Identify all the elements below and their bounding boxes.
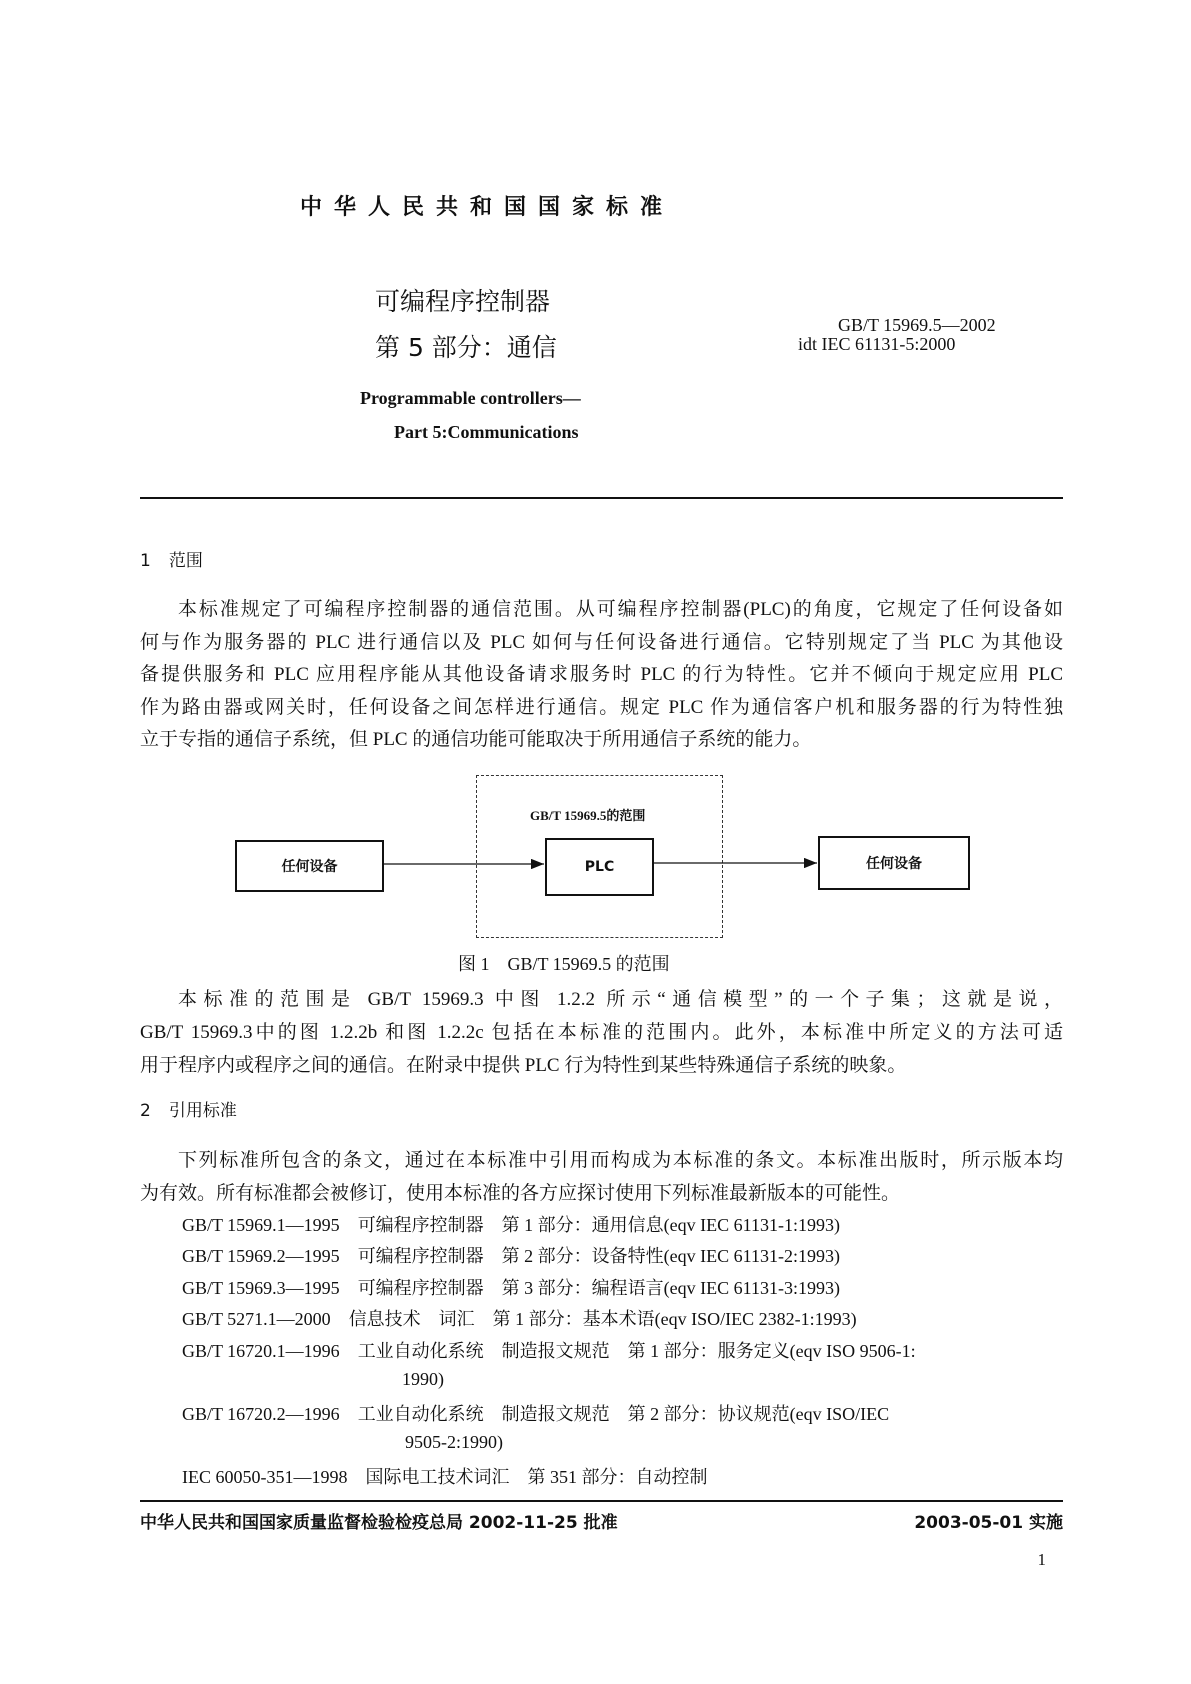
paragraph-line: 作为路由器或网关时，任何设备之间怎样进行通信。规定 PLC 作为通信客户机和服务器的行为特性独 — [140, 697, 1063, 718]
title-en-line2: Part 5:Communications — [394, 422, 579, 442]
ref-code: GB/T 16720.1—1996 — [182, 1341, 340, 1361]
section-title: 引用标准 — [168, 1101, 237, 1121]
paragraph-line: 何与作为服务器的 PLC 进行通信以及 PLC 如何与任何设备进行通信。它特别规定了当 PLC 为其他设 — [140, 632, 1063, 653]
ref-code: GB/T 15969.1—1995 — [182, 1215, 340, 1235]
ref-title: 信息技术 词汇 第 1 部分：基本术语(eqv ISO/IEC 2382-1:1993) — [348, 1309, 857, 1329]
paragraph-line: 为有效。所有标准都会被修订，使用本标准的各方应探讨使用下列标准最新版本的可能性。 — [140, 1183, 901, 1204]
scope-label: GB/T 15969.5的范围 — [530, 808, 646, 823]
paragraph-line: 备提供服务和 PLC 应用程序能从其他设备请求服务时 PLC 的行为特性。它并不倾向于规定应用 PLC — [140, 664, 1063, 685]
reference-item — [182, 1400, 889, 1426]
standard-type: 中华人民共和国国家标准 — [300, 195, 675, 220]
box-label: PLC — [584, 859, 615, 875]
reference-item — [182, 1305, 857, 1331]
ref-code: IEC 60050-351—1998 — [182, 1467, 348, 1487]
section-number: 2 — [140, 1101, 151, 1121]
issuer-approval: 中华人民共和国国家质量监督检验检疫总局 2002-11-25 批准 — [140, 1513, 618, 1533]
reference-item — [182, 1242, 840, 1268]
figure-caption: 图 1 GB/T 15969.5 的范围 — [458, 954, 670, 974]
title-en-line1: Programmable controllers— — [360, 388, 581, 408]
paragraph-line: 本标准的范围是 GB/T 15969.3 中图 1.2.2 所示“通信模型”的一个子集；这就是说， — [178, 989, 1063, 1010]
reference-continuation: 1990) — [402, 1369, 444, 1389]
section-number: 1 — [140, 551, 151, 571]
box-label: 任何设备 — [281, 859, 338, 875]
paragraph-line: 本标准规定了可编程序控制器的通信范围。从可编程序控制器(PLC)的角度，它规定了任何设备如 — [178, 599, 1063, 620]
ref-title: 工业自动化系统 制造报文规范 第 2 部分：协议规范(eqv ISO/IEC — [357, 1404, 890, 1424]
ref-title: 国际电工技术词汇 第 351 部分：自动控制 — [365, 1467, 708, 1487]
paragraph-line: 用于程序内或程序之间的通信。在附录中提供 PLC 行为特性到某些特殊通信子系统的映象。 — [140, 1055, 907, 1076]
title-cn-line2: 第 5 部分：通信 — [375, 333, 557, 362]
standard-code: GB/T 15969.5—2002 — [838, 315, 996, 335]
reference-continuation: 9505-2:1990) — [405, 1432, 503, 1452]
paragraph-line: 立于专指的通信子系统，但 PLC 的通信功能可能取决于所用通信子系统的能力。 — [140, 729, 812, 750]
reference-item — [182, 1337, 916, 1363]
reference-item — [182, 1274, 840, 1300]
reference-item — [182, 1463, 708, 1489]
idt-code: idt IEC 61131-5:2000 — [798, 334, 956, 354]
effective-date: 2003-05-01 实施 — [914, 1513, 1063, 1533]
footer-rule — [140, 1500, 1063, 1502]
ref-title: 工业自动化系统 制造报文规范 第 1 部分：服务定义(eqv ISO 9506-1: — [357, 1341, 916, 1361]
box-label: 任何设备 — [866, 856, 922, 872]
ref-title: 可编程序控制器 第 1 部分：通用信息(eqv IEC 61131-1:1993) — [357, 1215, 840, 1235]
section-2-heading — [140, 1096, 237, 1121]
ref-title: 可编程序控制器 第 3 部分：编程语言(eqv IEC 61131-3:1993) — [357, 1278, 840, 1298]
ref-code: GB/T 16720.2—1996 — [182, 1404, 340, 1424]
ref-code: GB/T 5271.1—2000 — [182, 1309, 331, 1329]
ref-title: 可编程序控制器 第 2 部分：设备特性(eqv IEC 61131-2:1993) — [357, 1246, 840, 1266]
paragraph-line: 下列标准所包含的条文，通过在本标准中引用而构成为本标准的条文。本标准出版时，所示版本均 — [178, 1150, 1063, 1171]
page-number: 1 — [1037, 1550, 1046, 1569]
section-title: 范围 — [168, 551, 203, 571]
ref-code: GB/T 15969.3—1995 — [182, 1278, 340, 1298]
ref-code: GB/T 15969.2—1995 — [182, 1246, 340, 1266]
reference-item — [182, 1211, 840, 1237]
title-cn-line1: 可编程序控制器 — [375, 287, 551, 316]
paragraph-line: GB/T 15969.3中的图 1.2.2b 和图 1.2.2c 包括在本标准的范围内。此外，本标准中所定义的方法可适 — [140, 1022, 1063, 1043]
